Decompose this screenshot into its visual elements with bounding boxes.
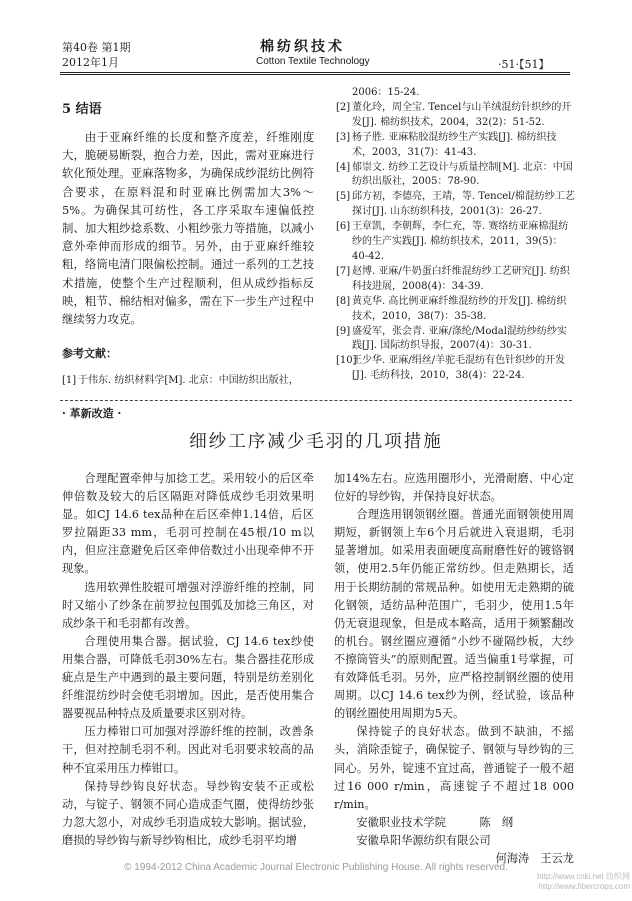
header-rule-second (60, 74, 570, 75)
reference-list-left (62, 373, 324, 388)
reference-item (336, 101, 576, 131)
article-separator (60, 400, 572, 401)
reference-text: 郁崇文. 纺纱工艺设计与质量控制[M]. 北京：中国纺织出版社，2005：78-90. (352, 161, 573, 188)
reference-item (336, 190, 576, 220)
reference-text: 邱方初，李德亮，王靖，等. Tencel/棉混纺纱工艺探讨[J]. 山东纺织科技，2001(3)：26-27. (352, 191, 575, 218)
reference-item (336, 295, 576, 325)
reference-number: [3] (336, 131, 351, 143)
reference-number: [4] (336, 161, 351, 173)
reference-number: [1] (62, 375, 77, 386)
page-number: ·51·【51】 (498, 58, 550, 71)
reference-text: 王少华. 亚麻/绢丝/羊驼毛混纺有色针织纱的开发[J]. 毛纺科技，2010，38(4)：22-24. (352, 355, 566, 382)
reference-number: [10] (336, 355, 357, 367)
body-paragraph: 保持锭子的良好状态。做到不缺油，不摇头，消除歪锭子，确保锭子、钢领与导纱钩的三同心。另外，锭速不宜过高，普通锭子一般不超过16 000 r/min，高速锭子不超过18 000 r/min。 (334, 725, 574, 811)
references-heading: 参考文献： (62, 347, 117, 360)
body-paragraph: 合理配置牵伸与加捻工艺。采用较小的后区牵伸倍数及较大的后区隔距对降低成纱毛羽效果明显。如CJ 14.6 tex品种在后区牵伸1.14倍，后区罗拉隔距33 mm，毛羽可控制在45根/10 m以内，但应注意避免后区牵伸倍数过小出现牵伸不开现象。 (62, 472, 314, 576)
reference-item (62, 373, 324, 388)
reference-item (336, 354, 576, 384)
reference-item (336, 220, 576, 265)
body-paragraph: 加14%左右。应选用圈形小，光滑耐磨、中心定位好的导纱钩，并保持良好状态。 (334, 472, 574, 504)
journal-issue-info (62, 40, 131, 70)
copyright-footer: © 1994-2012 China Academic Journal Electronic Publishing House. All rights reserved. (124, 862, 508, 873)
reference-number: [5] (336, 191, 351, 203)
reference-number: [9] (336, 325, 351, 337)
article-body-left (62, 470, 314, 850)
reference-number: [2] (336, 101, 351, 113)
volume-issue: 第40卷 第1期 (62, 41, 131, 54)
body-paragraph: 合理使用集合器。据试验，CJ 14.6 tex纱使用集合器，可降低毛羽30%左右。集合器挂花形成疵点是生产中遇到的最主要问题，特别是纺差别化纤维混纺纱时会使毛羽增加。因此，是否使用集合器要视品种特点及质量要求区别对待。 (62, 634, 314, 721)
reference-text: 盛爱军，张会青. 亚麻/涤纶/Modal混纺纱纺纱实践[J]. 国际纺织导报，2007(4)：30-31. (352, 325, 567, 352)
issue-date: 2012年1月 (62, 56, 119, 69)
reference-list-right (336, 86, 576, 384)
article-body-right (334, 470, 574, 868)
reference-text: 黄克华. 高比例亚麻纤维混纺纱的开发[J]. 棉纺织技术，2010，38(7)：35-38. (352, 295, 567, 322)
reference-text: 杨子胜. 亚麻粘胶混纺纱生产实践[J]. 棉纺织技术，2003，31(7)：41-43. (352, 131, 557, 158)
reference-item (336, 161, 576, 191)
watermark: http://www.cnki.net 纺织网 http://www.fibercrops.com (537, 872, 630, 891)
section-heading: 5 结语 (62, 102, 102, 117)
journal-name-en: Cotton Textile Technology (256, 56, 370, 67)
reference-number: [6] (336, 221, 351, 233)
article-title: 细纱工序减少毛羽的几项措施 (189, 432, 443, 452)
reference-text: 2006：15-24. (352, 87, 420, 98)
conclusion-paragraph: 由于亚麻纤维的长度和整齐度差，纤维刚度大，脆硬易断裂，抱合力差，因此，需对亚麻进行软化预处理。亚麻落物多，为确保成纱混纺比例符合要求，在原料混和时亚麻比例需加大3%～5%。为确保其可纺性，各工序采取车速偏低控制、加大粗纱捻系数、小粗纱张力等措施，以减小意外牵伸而形成的细节。另外，由于亚麻纤维较粗，络筒电清门限偏松控制。通过一系列的工艺技术措施，使整个生产过程顺利，但从成纱指标反映，粗节、棉结相对偏多，需在下一步生产过程中继续努力攻克。 (62, 130, 314, 327)
reference-text: 于伟东. 纺织材料学[M]. 北京：中国纺织出版社， (78, 375, 299, 386)
author-affiliation: 安徽阜阳华源纺织有限公司 (356, 833, 491, 847)
body-paragraph: 选用软弹性胶辊可增强对浮游纤维的控制，同时又缩小了纱条在前罗拉包围弧及加捻三角区，对成纱条干和毛羽都有改善。 (62, 580, 314, 630)
reference-item (336, 265, 576, 295)
reference-number: [7] (336, 265, 351, 277)
conclusion-text (62, 128, 314, 328)
reference-number: [8] (336, 295, 351, 307)
body-paragraph: 压力棒钳口可加强对浮游纤维的控制，改善条干，但对控制毛羽不利。因此对毛羽要求较高的品种不宜采用压力棒钳口。 (62, 725, 314, 775)
reference-text: 赵博. 亚麻/牛奶蛋白纤维混纺纱工艺研究[J]. 纺织科技进展，2008(4)：34-39. (352, 265, 570, 292)
reference-item (336, 86, 576, 101)
reference-number (336, 86, 352, 101)
body-paragraph: 保持导纱钩良好状态。导纱钩安装不正或松动，与锭子、钢领不同心造成歪气圈，使得纺纱张力忽大忽小，对成纱毛羽造成较大影响。据试验，磨损的导纱钩与新导纱钩相比，成纱毛羽平均增 (62, 779, 314, 847)
author-names: 何海涛 王云龙 (495, 851, 574, 865)
reference-text: 王章凯，李朝辉，李仁充，等. 赛络纺亚麻棉混纺纱的生产实践[J]. 棉纺织技术，2011，39(5)：40-42. (352, 221, 569, 262)
reference-item (336, 325, 576, 355)
reference-text: 董化玲，周全宝. Tencel与山羊绒混纺针织纱的开发[J]. 棉纺织技术，2004，32(2)：51-52. (352, 101, 572, 128)
reference-item (336, 131, 576, 161)
header-rule (60, 72, 570, 73)
body-paragraph: 合理选用钢领钢丝圈。普通光面钢领使用周期短，新钢领上车6个月后就进入衰退期，毛羽显著增加。如采用表面硬度高耐磨性好的镀铬钢领，使用2.5年仍能正常纺纱。但走熟期长，适用于长期纺制的常规品种。如使用无走熟期的硫化钢领，适纺品种范围广，毛羽少，使用1.5年仍无衰退现象，但是成本略高，适用于频繁翻改的机台。钢丝圈应遵循“小纱不碰隔纱板，大纱不擦筒管头”的原则配置。适当偏重1号掌握，可有效降低毛羽。另外，应严格控制钢丝圈的使用周期。以CJ 14.6 tex纱为例，经试验，该品种的钢丝圈使用周期为5天。 (334, 508, 574, 721)
column-tag: · 革新改造 · (62, 405, 125, 421)
journal-name-zh: 棉纺织技术 (260, 39, 345, 55)
author-affiliation: 安徽职业技术学院 陈 纲 (356, 815, 514, 829)
